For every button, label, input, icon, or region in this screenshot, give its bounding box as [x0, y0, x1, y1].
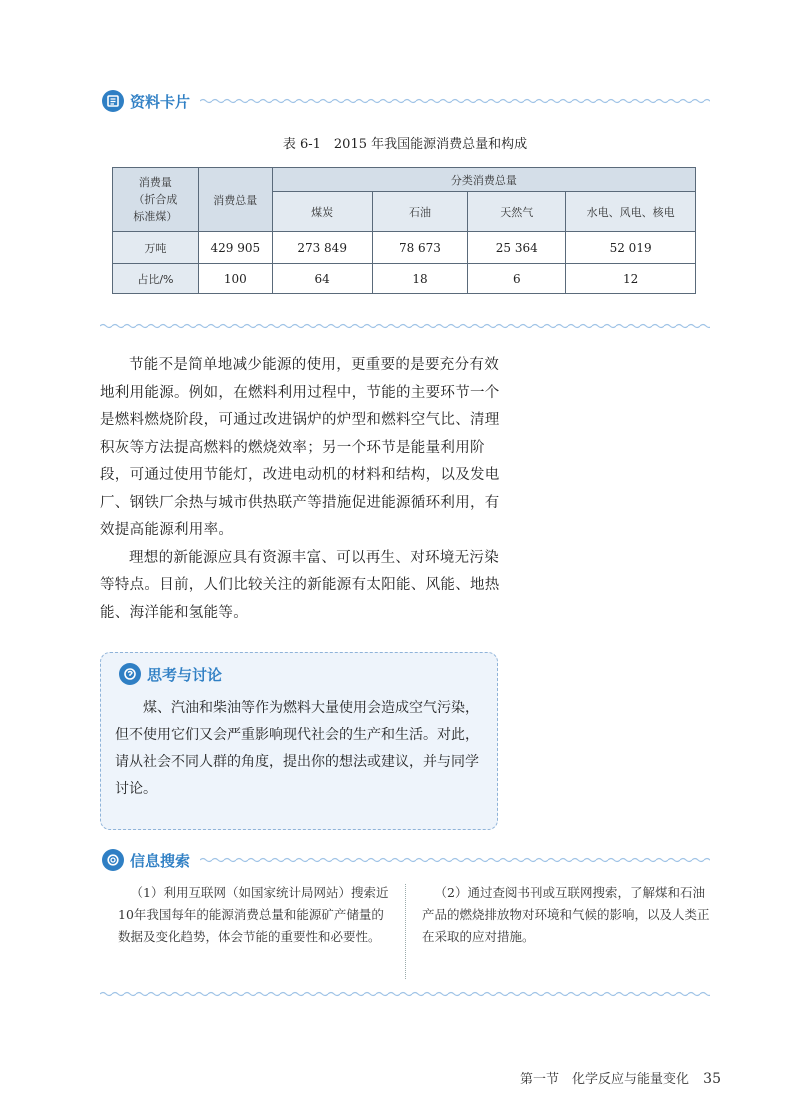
divider-wave [200, 856, 710, 864]
search-item-2: （2）通过查阅书刊或互联网搜索，了解煤和石油产品的燃烧排放物对环境和气候的影响，以及人类正在采取的应对措施。 [422, 885, 710, 944]
card-header [102, 90, 190, 112]
page-number: 35 [703, 1071, 721, 1087]
discussion-text: 煤、汽油和柴油等作为燃料大量使用会造成空气污染，但不使用它们又会严重影响现代社会的生产和生活。对此，请从社会不同人群的角度，提出你的想法或建议，并与同学讨论。 [115, 700, 479, 797]
discussion-title: 思考与讨论 [147, 665, 223, 684]
table-cell: 52 019 [566, 232, 696, 264]
energy-table [112, 167, 696, 294]
table-cell: 273 849 [272, 232, 372, 264]
divider-wave [100, 322, 710, 330]
table-cell: 12 [566, 264, 696, 294]
column-header: 石油 [372, 192, 468, 232]
card-title: 资料卡片 [130, 92, 191, 111]
paragraph: 节能不是简单地减少能源的使用，更重要的是要充分有效地利用能源。例如，在燃料利用过程中，节能的主要环节一个是燃料燃烧阶段，可通过改进锅炉的炉型和燃料空气比、清理积灰等方法提高燃料的燃烧效率；另一个环节是能量利用阶段，可通过使用节能灯，改进电动机的材料和结构，以及发电厂、钢铁厂余热与城市供热联产等措施促进能源循环利用，有效提高能源利用率。 [100, 357, 500, 538]
table-cell: 6 [468, 264, 566, 294]
category-header: 分类消费总量 [272, 168, 695, 192]
body-text [100, 352, 500, 627]
column-header: 煤炭 [272, 192, 372, 232]
corner-header: 消费量 （折合成 标准煤） [113, 168, 199, 232]
table-cell: 64 [272, 264, 372, 294]
discussion-icon [119, 663, 141, 685]
search-item-1: （1）利用互联网（如国家统计局网站）搜索近10年我国每年的能源消费总量和能源矿产储量的数据及变化趋势，体会节能的重要性和必要性。 [118, 885, 389, 944]
table-cell: 78 673 [372, 232, 468, 264]
unit-label: 万吨 [113, 232, 199, 264]
divider-wave [100, 990, 710, 998]
table-cell: 429 905 [198, 232, 272, 264]
search-title: 信息搜索 [130, 851, 191, 870]
paragraph: 理想的新能源应具有资源丰富、可以再生、对环境无污染等特点。目前，人们比较关注的新能源有太阳能、风能、地热能、海洋能和氢能等。 [100, 549, 500, 621]
column-header: 水电、风电、核电 [566, 192, 696, 232]
table-cell: 18 [372, 264, 468, 294]
search-icon [102, 849, 124, 871]
table-cell: 25 364 [468, 232, 566, 264]
discussion-box [100, 652, 498, 830]
running-footer [520, 1068, 721, 1087]
discussion-header [119, 663, 222, 685]
column-header: 天然气 [468, 192, 566, 232]
column-divider [405, 884, 406, 979]
table-cell: 100 [198, 264, 272, 294]
table-caption: 表 6-1 2015 年我国能源消费总量和构成 [282, 137, 528, 152]
divider-wave [200, 97, 710, 105]
book-icon [102, 90, 124, 112]
total-header: 消费总量 [198, 168, 272, 232]
section-title: 第一节 化学反应与能量变化 [520, 1072, 690, 1087]
search-header [102, 849, 190, 871]
ratio-label: 占比/% [113, 264, 199, 294]
